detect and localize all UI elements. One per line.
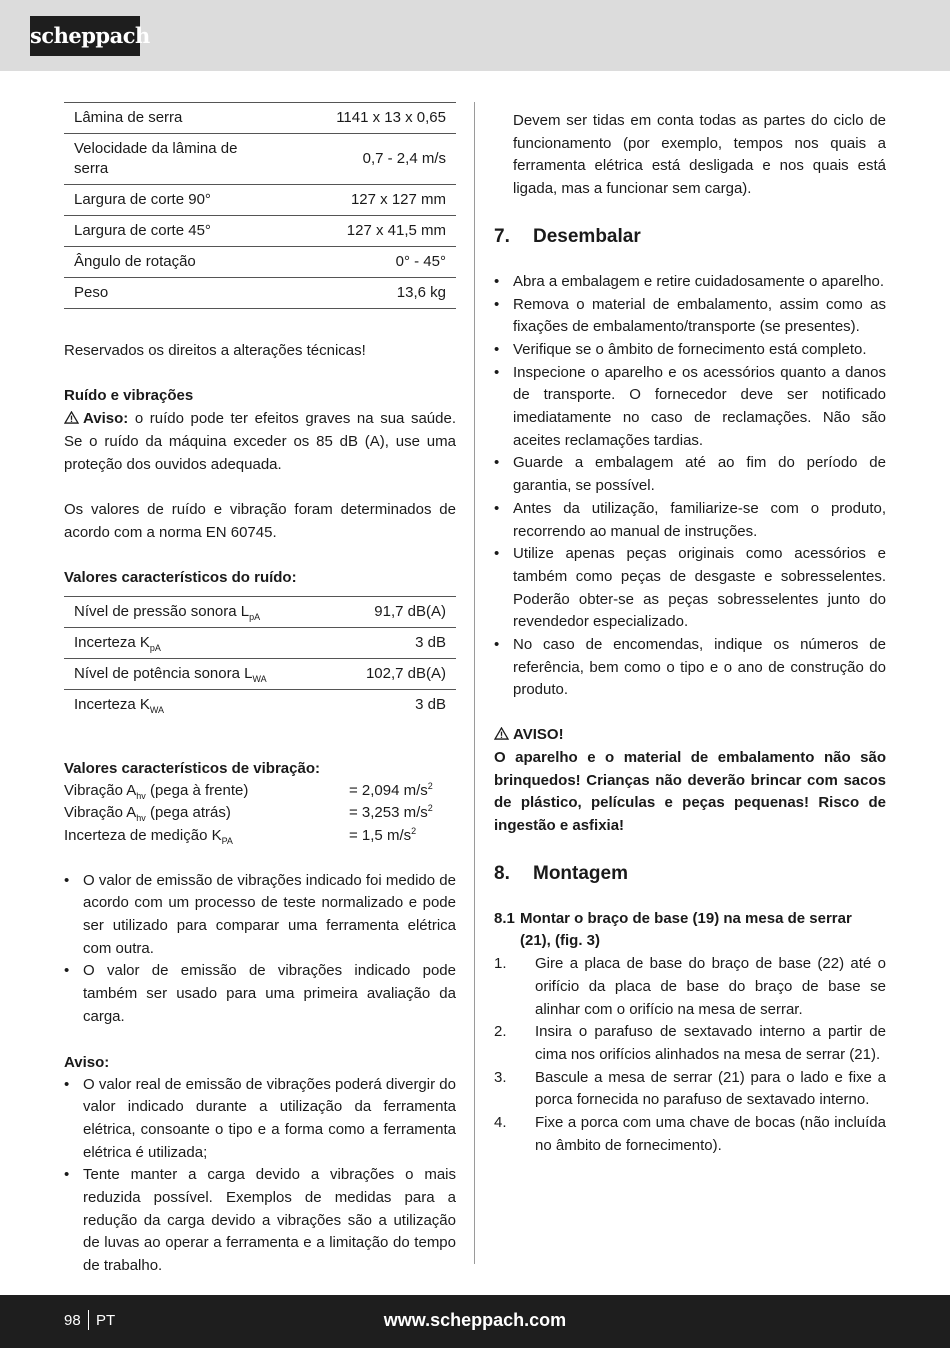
website-link[interactable]: www.scheppach.com — [383, 1310, 567, 1330]
warning-triangle-icon — [64, 411, 79, 424]
warning-text: o ruído pode ter efeitos graves na sua saúde. Se o ruído da máquina exceder os 85 dB (A), use uma proteção dos ouvidos adequada. — [64, 410, 456, 473]
vibration-value: = 3,253 $m/s^2$ — [349, 803, 433, 822]
noise-value: 102,7 dB(A) — [331, 659, 456, 690]
table-row — [64, 216, 456, 247]
spec-label: Largura de corte 90° — [64, 185, 274, 216]
table-row — [64, 690, 456, 721]
list-item: 2. Insira o parafuso de sextavado interno a partir de cima nos orifícios alinhados na mesa de serrar (21). — [494, 1023, 886, 1063]
section-8-heading: 8. Montagem — [494, 862, 628, 884]
table-row — [64, 659, 456, 690]
spec-value: 1141 x 13 x 0,65 — [274, 103, 456, 134]
unpacking-bullets — [494, 271, 886, 702]
noise-heading: Ruído e vibrações — [64, 387, 194, 404]
spec-label: Lâmina de serra — [64, 103, 274, 134]
noise-values-heading: Valores característicos do ruído: — [64, 569, 297, 586]
list-item: 4. Fixe a porca com uma chave de bocas (não incluída no âmbito de fornecimento). — [494, 1114, 886, 1154]
list-item: • Tente manter a carga devido a vibrações o mais reduzida possível. Exemplos de medidas para a redução da carga devido a vibrações são a utilização de luvas ao operar a ferramenta e a limitação do tempo de trabalho. — [64, 1164, 456, 1278]
noise-label: Incerteza $K_{pA}$ — [64, 628, 331, 659]
list-item: • O valor de emissão de vibrações indicado pode também ser usado para uma primeira avaliação da carga. — [64, 960, 456, 1028]
spec-label: Velocidade da lâmina de serra — [64, 134, 274, 185]
table-row — [64, 185, 456, 216]
vibration-heading: Valores característicos de vibração: — [64, 759, 320, 777]
table-row — [64, 278, 456, 309]
warning-label: Aviso: — [83, 410, 129, 427]
assembly-steps — [494, 953, 886, 1157]
vibration-values — [64, 780, 456, 848]
list-item: 1. Gire a placa de base do braço de base (22) até o orifício da placa de base do braço de base se alinhar com o orifício na mesa de serrar. — [494, 955, 886, 1018]
section-7-heading: 7. Desembalar — [494, 225, 641, 247]
noise-label: Incerteza $K_{WA}$ — [74, 696, 165, 716]
list-item: 3. Bascule a mesa de serrar (21) para o lado e fixe a porca fornecida no parafuso de sextavado interno. — [494, 1068, 886, 1109]
list-item: • O valor de emissão de vibrações indicado foi medido de acordo com um processo de teste normalizado e pode ser utilizado para comparar uma ferramenta elétrica com outra. — [64, 870, 456, 961]
aviso-bullets — [64, 1074, 456, 1278]
list-item: • Abra a embalagem e retire cuidadosamente o aparelho. — [494, 271, 886, 294]
page-number: 98 — [64, 1312, 81, 1329]
page-footer — [0, 1295, 950, 1348]
noise-value: 3 dB — [331, 628, 456, 659]
right-column — [494, 102, 886, 1157]
left-column — [64, 102, 456, 1278]
standard-text: Os valores de ruído e vibração foram determinados de acordo com a norma EN 60745. — [64, 501, 456, 541]
spec-value: 0,7 - 2,4 m/s — [274, 134, 456, 185]
cycle-note: Devem ser tidas em conta todas as partes do ciclo de funcionamento (por exemplo, tempos nos quais a ferramenta elétrica está desligada e nos quais está ligada, mas a funcionar sem carga). — [513, 112, 886, 198]
noise-values-table — [64, 596, 456, 721]
spec-value: 127 x 41,5 mm — [274, 216, 456, 247]
noise-value: 91,7 dB(A) — [331, 597, 456, 628]
technical-specs-table — [64, 102, 456, 309]
noise-warning — [64, 407, 456, 476]
list-item — [64, 825, 456, 848]
column-divider — [474, 102, 475, 1264]
reserved-note: Reservados os direitos a alterações técnicas! — [64, 342, 366, 359]
list-item — [64, 802, 456, 825]
list-item: • Remova o material de embalamento, assim como as fixações de embalamento/transporte (se presentes). — [494, 294, 886, 339]
vibration-label: Vibração $A_{hv}$ (pega à frente) — [64, 781, 249, 801]
spec-value: 13,6 kg — [274, 278, 456, 309]
header-band — [0, 0, 950, 71]
spec-label: Ângulo de rotação — [64, 247, 274, 278]
list-item: • Verifique se o âmbito de fornecimento está completo. — [494, 339, 886, 362]
vibration-bullets — [64, 870, 456, 1029]
spec-value: 0° - 45° — [274, 247, 456, 278]
packaging-warning-text: O aparelho e o material de embalamento não são brinquedos! Crianças não deverão brincar com sacos de plástico, películas e peças pequenas! Risco de ingestão e asfixia! — [494, 748, 886, 834]
vibration-value: = 1,5 $m/s^2$ — [349, 825, 417, 844]
spec-value: 127 x 127 mm — [274, 185, 456, 216]
list-item: • No caso de encomendas, indique os números de referência, bem como o tipo e o ano de construção do produto. — [494, 634, 886, 702]
subsection-8-1-heading: 8.1 Montar o braço de base (19) na mesa de serrar (21), (fig. 3) — [494, 909, 852, 950]
noise-label: Nível de pressão sonora $L_{pA}$ — [64, 597, 331, 628]
packaging-warning-title: AVISO! — [494, 724, 886, 747]
table-row — [64, 103, 456, 134]
vibration-value: = 2,094 $m/s^2$ — [349, 780, 433, 799]
list-item: • Antes da utilização, familiarize-se com o produto, recorrendo ao manual de instruções. — [494, 498, 886, 543]
spec-label: Peso — [64, 278, 274, 309]
table-row — [64, 628, 456, 659]
noise-label: Nível de potência sonora $L_{WA}$ — [64, 659, 331, 690]
list-item: • O valor real de emissão de vibrações poderá divergir do valor indicado durante a utilização da ferramenta elétrica, consoante o tipo e a forma como a ferramenta elétrica é utilizada; — [64, 1074, 456, 1165]
table-row — [64, 597, 456, 628]
vibration-label: Vibração $A_{hv}$ (pega atrás) — [64, 804, 231, 824]
spec-label: Largura de corte 45° — [64, 216, 274, 247]
list-item: • Inspecione o aparelho e os acessórios quanto a danos de transporte. O fornecedor deve ser notificado imediatamente no caso de reclamações. Não são aceites reclamações tardias. — [494, 362, 886, 453]
aviso-heading: Aviso: — [64, 1053, 110, 1071]
table-row — [64, 134, 456, 185]
language-code: PT — [96, 1312, 116, 1329]
brand-logo: scheppach — [30, 16, 140, 56]
table-row — [64, 247, 456, 278]
noise-value: 3 dB — [415, 696, 446, 714]
list-item — [64, 780, 456, 803]
list-item: • Guarde a embalagem até ao fim do período de garantia, se possível. — [494, 452, 886, 497]
warning-triangle-icon — [494, 727, 509, 740]
vibration-label: Incerteza de medição $K_{PA}$ — [64, 826, 233, 846]
list-item: • Utilize apenas peças originais como acessórios e também como peças de desgaste e sobresselentes. Poderão obter-se as peças sobresselentes junto do revendedor especializado. — [494, 543, 886, 634]
